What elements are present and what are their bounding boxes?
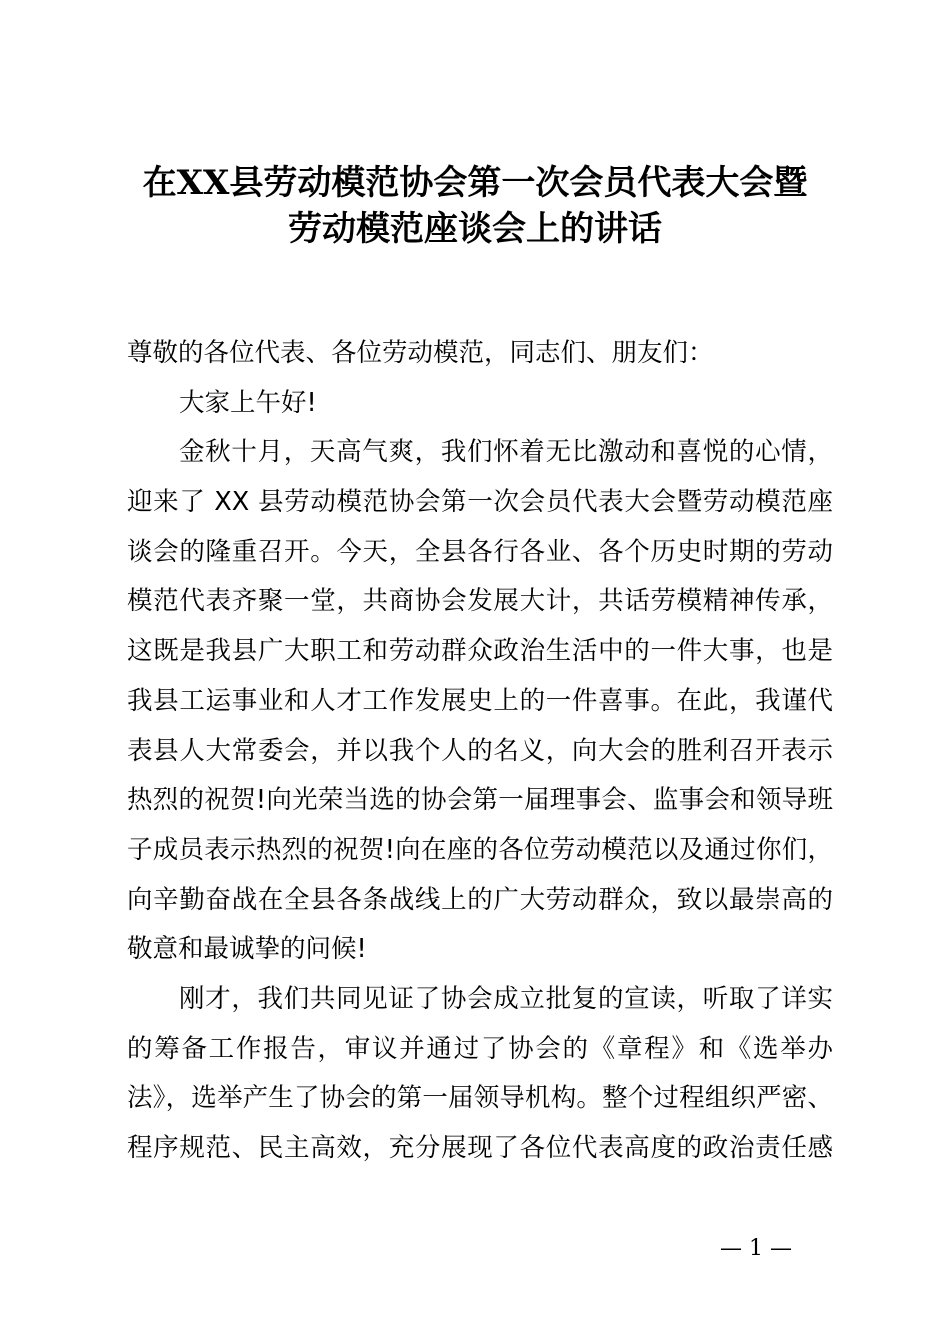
paragraph-line: 的筹备工作报告，审议并通过了协会的《章程》和《选举办 bbox=[127, 1033, 833, 1064]
document-body bbox=[127, 333, 833, 1178]
page-number: — 1 — bbox=[720, 1236, 792, 1261]
paragraph-line: 我县工运事业和人才工作发展史上的一件喜事。在此，我谨代 bbox=[127, 685, 833, 716]
document-title-line-2: 劳动模范座谈会上的讲话 bbox=[288, 209, 662, 249]
paragraph-line: 谈会的隆重召开。今天，全县各行各业、各个历史时期的劳动 bbox=[127, 536, 833, 567]
paragraph-line: 子成员表示热烈的祝贺!向在座的各位劳动模范以及通过你们， bbox=[127, 834, 833, 865]
paragraph-line: 金秋十月，天高气爽，我们怀着无比激动和喜悦的心情， bbox=[179, 437, 833, 468]
paragraph-line: 法》，选举产生了协会的第一届领导机构。整个过程组织严密、 bbox=[127, 1083, 833, 1114]
paragraph-line: 敬意和最诚挚的问候! bbox=[127, 934, 367, 965]
paragraph-line: 大家上午好! bbox=[179, 387, 317, 418]
paragraph-line: 这既是我县广大职工和劳动群众政治生活中的一件大事，也是 bbox=[127, 636, 833, 667]
paragraph-line: 刚才，我们共同见证了协会成立批复的宣读，听取了详实 bbox=[179, 983, 833, 1014]
paragraph-line: 迎来了 XX 县劳动模范协会第一次会员代表大会暨劳动模范座 bbox=[127, 487, 833, 518]
salutation: 尊敬的各位代表、各位劳动模范，同志们、朋友们： bbox=[127, 338, 714, 368]
paragraph-line: 表县人大常委会，并以我个人的名义，向大会的胜利召开表示 bbox=[127, 735, 833, 766]
paragraph-line: 热烈的祝贺!向光荣当选的协会第一届理事会、监事会和领导班 bbox=[127, 785, 833, 816]
paragraph-line: 模范代表齐聚一堂，共商协会发展大计，共话劳模精神传承， bbox=[127, 586, 833, 617]
paragraph-line: 向辛勤奋战在全县各条战线上的广大劳动群众，致以最崇高的 bbox=[127, 884, 833, 915]
paragraph-line: 程序规范、民主高效，充分展现了各位代表高度的政治责任感 bbox=[127, 1133, 833, 1163]
document-title-line-1: 在XX县劳动模范协会第一次会员代表大会暨 bbox=[142, 163, 808, 203]
